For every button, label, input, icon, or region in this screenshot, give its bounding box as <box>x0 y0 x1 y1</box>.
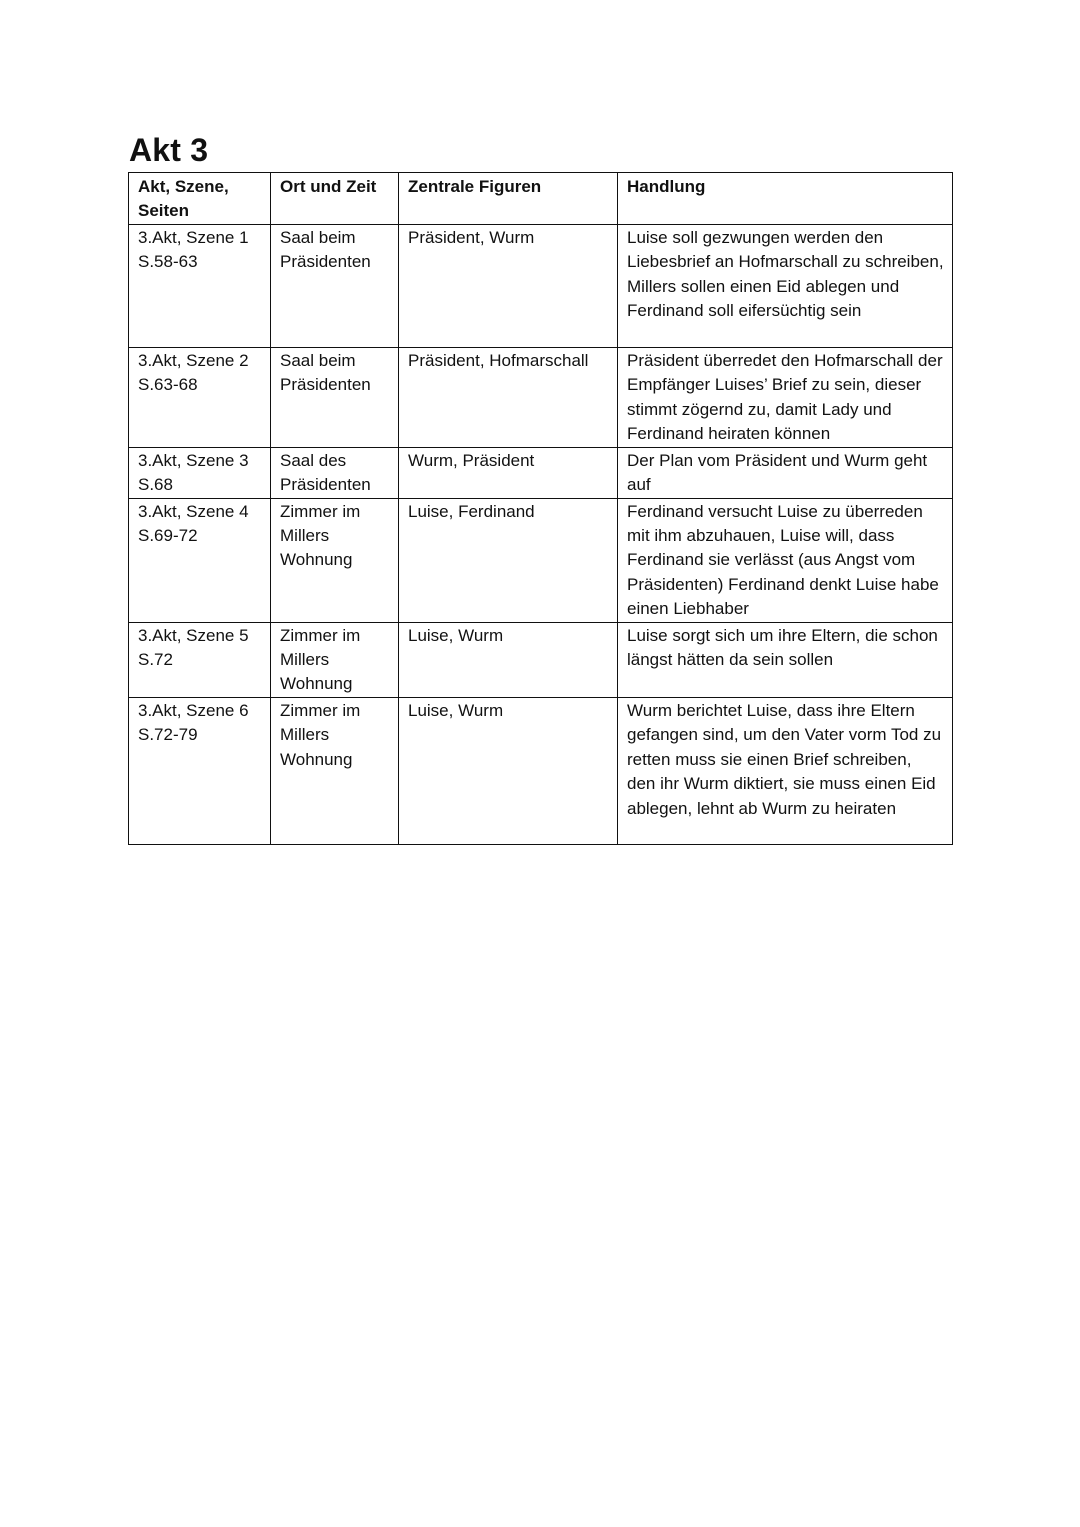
header-plot: Handlung <box>618 173 953 225</box>
header-scene: Akt, Szene, Seiten <box>129 173 271 225</box>
cell-figures: Wurm, Präsident <box>399 447 618 498</box>
cell-place: Zimmer im Millers Wohnung <box>271 498 399 622</box>
cell-place: Saal beim Präsidenten <box>271 347 399 447</box>
page-title: Akt 3 <box>129 132 209 168</box>
table-row <box>129 347 953 447</box>
header-figures: Zentrale Figuren <box>399 173 618 225</box>
cell-plot: Wurm berichtet Luise, dass ihre Eltern gefangen sind, um den Vater vorm Tod zu retten muss sie einen Brief schreiben, den ihr Wurm diktiert, sie muss einen Eid ablegen, lehnt ab Wurm zu heiraten <box>618 697 953 844</box>
scene-table <box>128 172 953 845</box>
header-place: Ort und Zeit <box>271 173 399 225</box>
cell-scene: 3.Akt, Szene 3 S.68 <box>129 447 271 498</box>
table-row <box>129 622 953 697</box>
cell-plot: Luise sorgt sich um ihre Eltern, die schon längst hätten da sein sollen <box>618 622 953 697</box>
cell-place: Zimmer im Millers Wohnung <box>271 622 399 697</box>
cell-scene: 3.Akt, Szene 1 S.58-63 <box>129 224 271 347</box>
table-row <box>129 498 953 622</box>
cell-figures: Luise, Ferdinand <box>399 498 618 622</box>
cell-scene: 3.Akt, Szene 5 S.72 <box>129 622 271 697</box>
table-row <box>129 447 953 498</box>
cell-place: Saal beim Präsidenten <box>271 224 399 347</box>
cell-place: Saal des Präsidenten <box>271 447 399 498</box>
table-row <box>129 224 953 347</box>
cell-figures: Präsident, Wurm <box>399 224 618 347</box>
cell-scene: 3.Akt, Szene 6 S.72-79 <box>129 697 271 844</box>
table-row <box>129 697 953 844</box>
cell-figures: Präsident, Hofmarschall <box>399 347 618 447</box>
cell-plot: Luise soll gezwungen werden den Liebesbrief an Hofmarschall zu schreiben, Millers sollen einen Eid ablegen und Ferdinand soll eifersüchtig sein <box>618 224 953 347</box>
table-header-row <box>129 173 953 225</box>
cell-plot: Ferdinand versucht Luise zu überreden mit ihm abzuhauen, Luise will, dass Ferdinand sie verlässt (aus Angst vom Präsidenten) Ferdinand denkt Luise habe einen Liebhaber <box>618 498 953 622</box>
cell-plot: Präsident überredet den Hofmarschall der Empfänger Luises’ Brief zu sein, dieser stimmt zögernd zu, damit Lady und Ferdinand heiraten können <box>618 347 953 447</box>
cell-place: Zimmer im Millers Wohnung <box>271 697 399 844</box>
cell-scene: 3.Akt, Szene 2 S.63-68 <box>129 347 271 447</box>
cell-plot: Der Plan vom Präsident und Wurm geht auf <box>618 447 953 498</box>
cell-scene: 3.Akt, Szene 4 S.69-72 <box>129 498 271 622</box>
cell-figures: Luise, Wurm <box>399 697 618 844</box>
cell-figures: Luise, Wurm <box>399 622 618 697</box>
